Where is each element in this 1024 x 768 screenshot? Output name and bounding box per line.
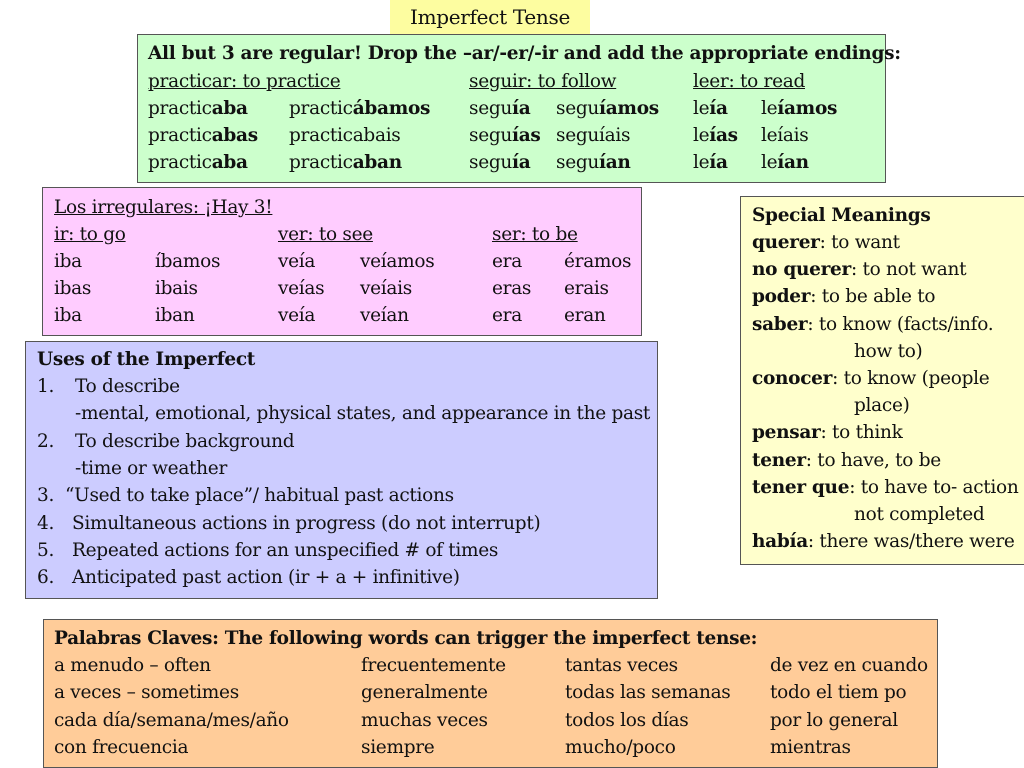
irregular-form: veía — [278, 251, 316, 272]
clave-word: por lo general — [770, 709, 898, 731]
special-item — [752, 286, 935, 308]
form-stem: practic — [289, 98, 353, 119]
form-ending: ía — [709, 98, 728, 119]
uses-item: To describe — [75, 376, 180, 397]
regular-form — [556, 98, 659, 120]
special-heading: Special Meanings — [752, 205, 931, 226]
special-item — [854, 341, 922, 363]
clave-word: frecuentemente — [361, 655, 506, 676]
regular-form — [761, 125, 808, 147]
clave-word: mientras — [770, 736, 851, 758]
irregular-form: era — [492, 251, 522, 272]
special-term: tener que — [752, 476, 850, 498]
form-stem: leíais — [761, 125, 809, 146]
form-ending: aba — [211, 152, 248, 173]
regular-form — [289, 98, 430, 120]
irregular-form: iba — [54, 251, 82, 272]
special-definition: : to have, to be — [805, 449, 941, 471]
special-definition: : to know (people — [832, 368, 990, 389]
special-term: no querer — [752, 259, 851, 281]
clave-word: todo el tiem po — [770, 682, 907, 704]
clave-word: de vez en cuando — [770, 655, 928, 676]
form-stem: practic — [289, 152, 353, 173]
form-ending: abas — [211, 125, 258, 146]
special-term: poder — [752, 286, 811, 308]
regular-verb-leer: leer: to read — [693, 71, 805, 92]
title-banner — [390, 0, 590, 34]
special-definition: how to) — [854, 340, 923, 362]
form-ending: aba — [211, 98, 248, 119]
irregular-form: veía — [278, 305, 316, 326]
irregular-form: éramos — [564, 251, 632, 272]
special-item — [752, 259, 966, 281]
uses-number: 5. — [37, 539, 55, 561]
irregular-form: eras — [492, 278, 532, 299]
form-ending: ía — [512, 98, 531, 119]
irregular-form: veíamos — [360, 251, 435, 272]
special-meanings-box — [740, 196, 1024, 565]
uses-number: 3. — [37, 485, 55, 507]
uses-item: Simultaneous actions in progress (do not interrupt) — [72, 512, 541, 534]
clave-word: mucho/poco — [565, 736, 676, 758]
regular-form — [556, 125, 630, 147]
irregular-form: era — [492, 305, 522, 326]
form-stem: le — [693, 125, 710, 146]
uses-number: 4. — [37, 512, 55, 534]
form-ending: aban — [352, 152, 402, 173]
uses-item: “Used to take place”/ habitual past actions — [65, 485, 454, 507]
regular-heading: All but 3 are regular! Drop the –ar/-er/-ir and add the appropriate endings: — [148, 43, 901, 64]
uses-number: 2. — [37, 430, 55, 452]
special-term: conocer — [752, 368, 833, 389]
clave-word: todos los días — [565, 709, 689, 731]
regular-form — [289, 125, 401, 147]
form-stem: le — [761, 98, 778, 119]
special-item — [752, 314, 993, 336]
regular-form — [148, 152, 248, 174]
regular-form — [556, 152, 631, 174]
form-ending: ía — [512, 152, 531, 173]
clave-word: todas las semanas — [565, 682, 731, 704]
form-stem: segu — [469, 98, 512, 119]
uses-item: -mental, emotional, physical states, and appearance in the past — [75, 403, 651, 425]
form-stem: segu — [556, 152, 599, 173]
irregular-verb-ver: ver: to see — [278, 224, 373, 245]
form-ending: íamos — [777, 98, 838, 119]
form-stem: practic — [148, 98, 212, 119]
clave-word: a menudo – often — [54, 655, 211, 676]
irregular-form: ibas — [54, 278, 92, 299]
uses-item: Anticipated past action (ir + a + infinitive) — [72, 567, 460, 589]
claves-heading: Palabras Claves: The following words can trigger the imperfect tense: — [54, 628, 758, 649]
special-item — [752, 531, 1015, 553]
irregular-form: veíais — [360, 278, 412, 299]
form-ending: ían — [777, 152, 809, 173]
uses-number: 1. — [37, 376, 55, 397]
form-ending: ías — [512, 125, 541, 146]
irregular-verb-ir: ir: to go — [54, 224, 126, 245]
clave-word: cada día/semana/mes/año — [54, 709, 289, 731]
special-item — [752, 422, 902, 444]
regular-verb-practicar: practicar: to practice — [148, 71, 341, 92]
special-definition: : there was/there were — [807, 531, 1015, 553]
irregular-form: iba — [54, 305, 82, 326]
form-ending: ía — [709, 152, 728, 173]
clave-word: muchas veces — [361, 709, 488, 731]
clave-word: a veces – sometimes — [54, 682, 239, 704]
special-term: había — [752, 531, 808, 553]
irregular-form: erais — [564, 278, 609, 299]
irregular-form: iban — [155, 305, 195, 326]
regular-form — [469, 98, 530, 120]
uses-heading: Uses of the Imperfect — [37, 349, 256, 370]
special-definition: : to have to- action — [849, 476, 1019, 498]
form-ending: ábamos — [352, 98, 431, 119]
clave-word: con frecuencia — [54, 736, 189, 758]
form-ending: ían — [599, 152, 631, 173]
form-ending: íamos — [599, 98, 659, 119]
regular-form — [469, 152, 530, 174]
special-term: pensar — [752, 422, 821, 444]
form-stem: seguíais — [556, 125, 631, 146]
form-stem: segu — [556, 98, 599, 119]
form-stem: segu — [469, 125, 512, 146]
form-stem: le — [761, 152, 778, 173]
special-definition: : to think — [820, 422, 903, 444]
form-stem: le — [693, 152, 710, 173]
special-item — [752, 368, 989, 390]
palabras-claves-box — [43, 619, 938, 768]
regular-form — [693, 98, 728, 120]
regular-form — [148, 98, 248, 120]
special-definition: : to be able to — [810, 286, 936, 308]
uses-number: 6. — [37, 567, 55, 589]
uses-item: -time or weather — [75, 457, 227, 479]
regular-verbs-box — [137, 34, 901, 183]
special-definition: : to know (facts/info. — [807, 313, 994, 335]
regular-form — [693, 152, 728, 174]
clave-word: siempre — [361, 736, 435, 758]
form-stem: segu — [469, 152, 512, 173]
regular-form — [289, 152, 402, 174]
special-definition: place) — [854, 395, 910, 417]
irregular-verbs-box — [42, 187, 642, 336]
irregular-form: ibais — [155, 278, 198, 299]
special-item — [854, 504, 984, 526]
regular-form — [148, 125, 258, 147]
irregular-heading: Los irregulares: ¡Hay 3! — [54, 197, 273, 218]
irregular-form: veían — [360, 305, 409, 326]
special-definition: : to want — [819, 232, 900, 253]
special-item — [752, 450, 941, 472]
special-item — [752, 477, 1018, 499]
form-stem: practic — [148, 152, 212, 173]
special-term: querer — [752, 232, 820, 253]
irregular-verb-ser: ser: to be — [492, 224, 578, 245]
form-stem: le — [693, 98, 710, 119]
regular-verb-seguir: seguir: to follow — [469, 71, 617, 92]
uses-item: Repeated actions for an unspecified # of times — [72, 539, 499, 561]
page-title: Imperfect Tense — [409, 5, 570, 29]
special-definition: not completed — [854, 504, 985, 525]
uses-item: To describe background — [75, 430, 295, 452]
special-term: saber — [752, 313, 808, 335]
irregular-form: íbamos — [155, 251, 221, 272]
clave-word: generalmente — [361, 682, 488, 704]
regular-form — [761, 152, 809, 174]
special-term: tener — [752, 449, 806, 471]
form-stem: practic — [148, 125, 212, 146]
irregular-form: eran — [564, 305, 606, 326]
form-stem: practicabais — [289, 125, 401, 146]
regular-form — [761, 98, 837, 120]
special-definition: : to not want — [850, 259, 967, 281]
regular-form — [469, 125, 541, 147]
regular-form — [693, 125, 738, 147]
irregular-form: veías — [278, 278, 325, 299]
uses-box — [25, 341, 658, 599]
special-item — [752, 232, 900, 254]
clave-word: tantas veces — [565, 655, 678, 676]
form-ending: ías — [709, 125, 738, 146]
special-item — [854, 395, 910, 417]
